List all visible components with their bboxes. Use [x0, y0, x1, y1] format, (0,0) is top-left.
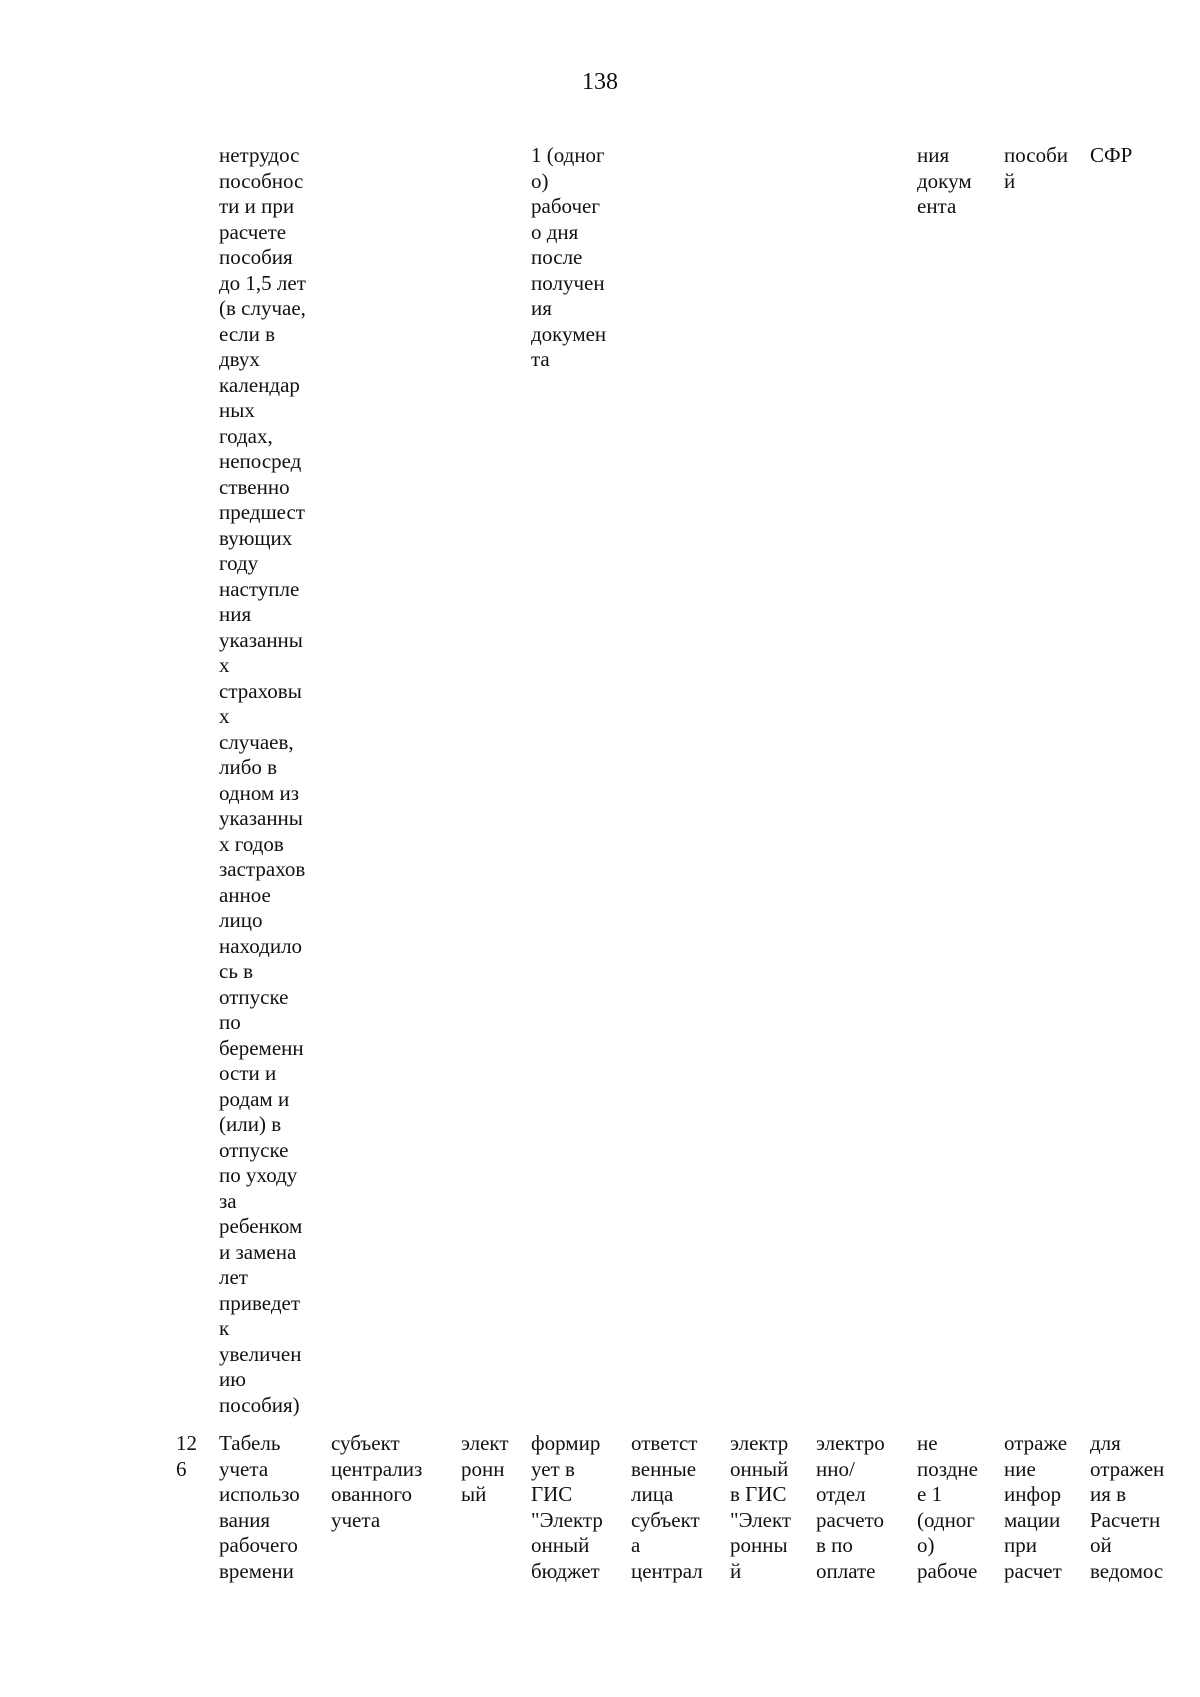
row-126-col8: электро нно/ отдел расчето в по оплате — [816, 1431, 885, 1583]
continued-row-deadline: 1 (одног о) рабочег о дня после получен ия докумен та — [531, 143, 607, 371]
row-126-col10: отраже ние инфор мации при расчет — [1004, 1431, 1068, 1583]
row-126-col6: ответст венные лица субъект а централ — [631, 1431, 703, 1583]
continued-row-document-description: нетрудос пособнос ти и при расчете пособия до 1,5 лет (в случае, если в двух календар ных годах, непосред ственно предшест вующих году наступле ния указанны х страховы х случаев, либо в одном из указанны х годов застрахов анное лицо находило сь в отпуске по беременн ости и родам и (или) в отпуске по уходу за ребенком и замена лет приведет к увеличен ию пособия) — [219, 143, 306, 1417]
row-126-col11: для отражен ия в Расчетн ой ведомос — [1090, 1431, 1165, 1583]
row-126-col4: элект ронн ый — [461, 1431, 509, 1506]
continued-row-col9: ния докум ента — [917, 143, 972, 218]
row-126-number: 12 6 — [176, 1431, 197, 1481]
page-number: 138 — [582, 69, 618, 95]
row-126-col9: не поздне е 1 (одног о) рабоче — [917, 1431, 978, 1583]
row-126-col5: формир ует в ГИС "Электр онный бюджет — [531, 1431, 603, 1583]
continued-row-col10: пособи й — [1004, 143, 1069, 193]
row-126-col7: электр онный в ГИС "Элект ронны й — [730, 1431, 792, 1583]
row-126-col3: субъект централиз ованного учета — [331, 1431, 423, 1532]
row-126-document-name: Табель учета использо вания рабочего времени — [219, 1431, 300, 1583]
continued-row-recipient: СФР — [1090, 143, 1133, 167]
